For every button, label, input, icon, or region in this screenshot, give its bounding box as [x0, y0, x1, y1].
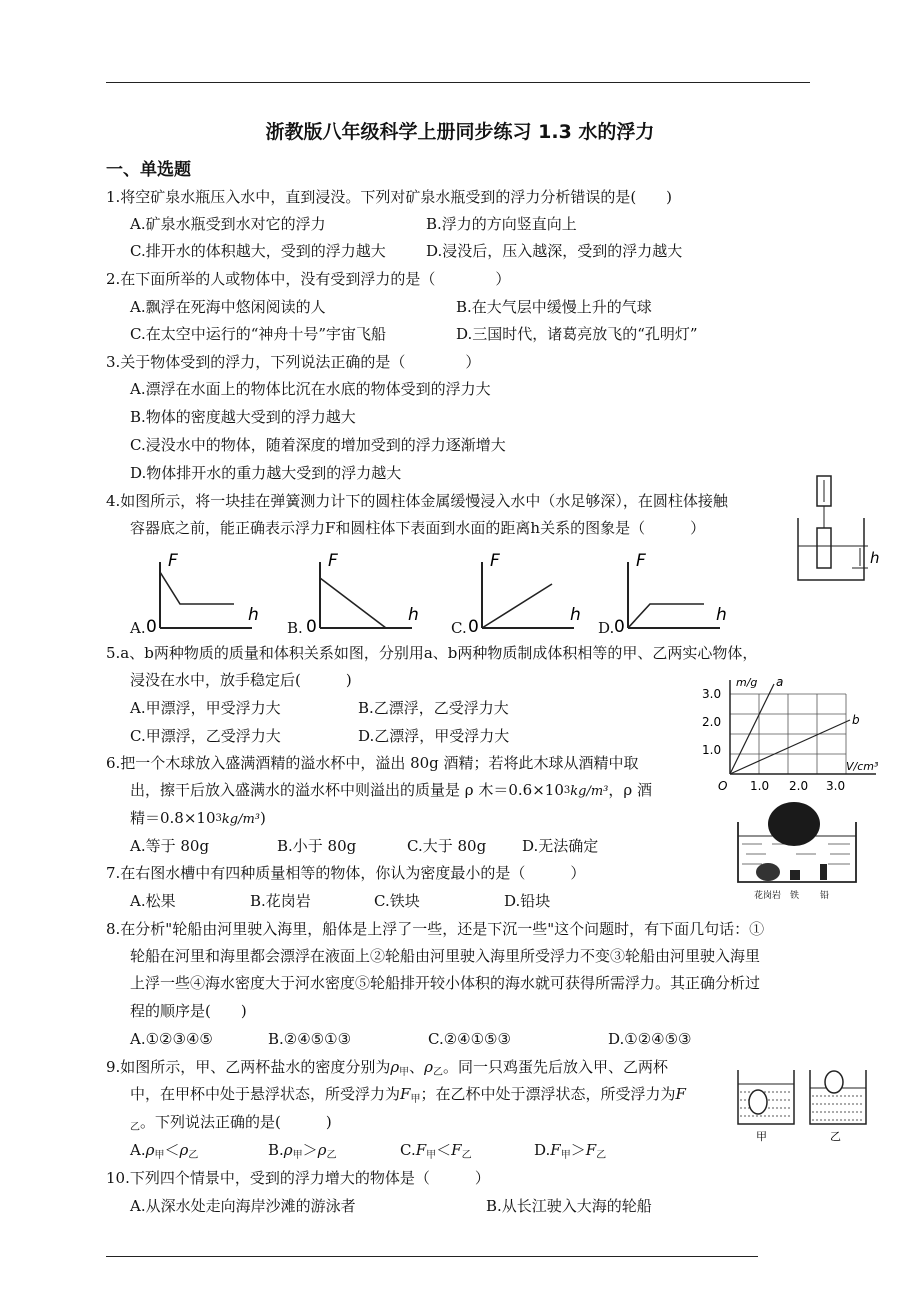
- q7-label-lead: 铅: [820, 891, 830, 901]
- q9-b-sub-2: 乙: [326, 1150, 337, 1161]
- q6-option-a: A.等于 80g: [130, 837, 210, 855]
- q8-option-d: D.①②④⑤③: [608, 1030, 692, 1048]
- q4-figure-spring-scale: [790, 476, 880, 586]
- q2-stem: 2.在下面所举的人或物体中，没有受到浮力的是（ ）: [106, 270, 511, 288]
- q7-stem: 7.在右图水槽中有四种质量相等的物体，你认为密度最小的是（ ）: [106, 864, 586, 882]
- q9-rho-1: ρ: [390, 1058, 400, 1076]
- q3-option-b: B.物体的密度越大受到的浮力越大: [130, 408, 356, 426]
- q6-line3: [130, 808, 266, 830]
- q8-option-c: C.②④①⑤③: [428, 1030, 511, 1048]
- q10-stem: 10.下列四个情景中，受到的浮力增大的物体是（ ）: [106, 1169, 490, 1187]
- q5-graph-ytick-3: 3.0: [702, 687, 722, 701]
- q4-line2: 容器底之前，能正确表示浮力F和圆柱体下表面到水面的距离h关系的图象是（ ）: [130, 519, 706, 537]
- q9-c-op: ＜: [436, 1141, 452, 1159]
- q9-option-b: [268, 1140, 336, 1166]
- q9-a-rho-1: ρ: [145, 1141, 155, 1159]
- q4-graph-d: [610, 551, 730, 637]
- q4-graph-a-o: 0: [146, 617, 157, 637]
- q9-f-1: F: [400, 1085, 411, 1103]
- q7-option-a: A.松果: [130, 892, 176, 910]
- q9-line1-end: 。同一只鸡蛋先后放入甲、乙两杯: [443, 1058, 669, 1076]
- q4-graph-b: [302, 551, 422, 637]
- q4-graph-c: [464, 551, 584, 637]
- q4-graph-d-h: h: [716, 605, 727, 625]
- q5-graph-origin: O: [718, 779, 728, 793]
- q9-rho-1-sub: 甲: [399, 1067, 410, 1078]
- q5-line1: 5.a、b两种物质的质量和体积关系如图，分别用a、b两种物质制成体积相等的甲、乙两实心物体，: [106, 644, 758, 662]
- q9-b-rho-1: ρ: [283, 1141, 293, 1159]
- q9-f-2: F: [675, 1085, 686, 1103]
- q5-graph-ytick-1: 1.0: [702, 743, 722, 757]
- q5-graph-xtick-1: 1.0: [750, 779, 770, 793]
- q9-c-f-2: F: [451, 1141, 462, 1159]
- q6-line3-end: ): [260, 809, 266, 827]
- q7-option-b: B.花岗岩: [250, 892, 311, 910]
- q5-graph-xtick-2: 2.0: [789, 779, 809, 793]
- q8-line2: 轮船在河里和海里都会漂浮在液面上②轮船由河里驶入海里所受浮力不变③轮船由河里驶入海里: [130, 947, 761, 965]
- q9-line2-mid: ；在乙杯中处于漂浮状态，所受浮力为: [420, 1085, 676, 1103]
- q9-rho-2: ρ: [424, 1058, 433, 1076]
- q9-b-sub-1: 甲: [292, 1150, 303, 1161]
- q4-option-d: D.: [598, 619, 615, 637]
- q5-option-d: D.乙漂浮，甲受浮力大: [358, 727, 510, 745]
- q9-c-f-1: F: [415, 1141, 427, 1159]
- q6-line2-end: ，ρ 酒: [608, 781, 652, 799]
- q4-figure-h-label: h: [870, 549, 880, 567]
- q5-graph-xlabel: V/cm³: [846, 760, 879, 773]
- q4-graph-c-f: F: [490, 551, 500, 571]
- q9-c-sub-1: 甲: [426, 1150, 437, 1161]
- q6-option-c: C.大于 80g: [407, 837, 487, 855]
- q5-option-c: C.甲漂浮，乙受浮力大: [130, 727, 281, 745]
- q9-f-1-sub: 甲: [410, 1094, 421, 1105]
- q4-graph-b-f: F: [328, 551, 338, 571]
- q7-label-iron: 铁: [790, 891, 800, 901]
- q8-option-a: A.①②③④⑤: [130, 1030, 213, 1048]
- q6-line3-text: 精＝0.8×10: [130, 809, 216, 827]
- q8-line3: 上浮一些④海水密度大于河水密度⑤轮船排开较小体积的海水就可获得所需浮力。其正确分析过: [130, 974, 761, 992]
- q9-a-sub-2: 乙: [188, 1150, 199, 1161]
- q9-option-c: [400, 1140, 472, 1166]
- q9-f-2-sub: 乙: [130, 1122, 140, 1133]
- q4-graph-c-o: 0: [468, 617, 479, 637]
- q4-graph-c-h: h: [570, 605, 581, 625]
- q6-line2: [130, 780, 652, 802]
- q9-option-a-prefix: A.: [130, 1141, 146, 1159]
- q1-stem: 1.将空矿泉水瓶压入水中，直到浸没。下列对矿泉水瓶受到的浮力分析错误的是( ): [106, 188, 673, 206]
- q9-a-sub-1: 甲: [154, 1150, 165, 1161]
- q5-graph-line-a: a: [776, 675, 784, 689]
- q9-d-f-2: F: [585, 1141, 597, 1159]
- q5-graph-line-b: b: [852, 713, 860, 727]
- q2-option-b: B.在大气层中缓慢上升的气球: [456, 298, 652, 316]
- q1-option-a: A.矿泉水瓶受到水对它的浮力: [130, 215, 326, 233]
- q9-cup-jia-label: 甲: [756, 1130, 767, 1143]
- q5-graph-ytick-2: 2.0: [702, 715, 722, 729]
- q6-line2-exponent: 3: [563, 785, 571, 796]
- q9-line1: [106, 1057, 668, 1083]
- q9-cup-yi-label: 乙: [830, 1130, 841, 1143]
- q9-line1-text: 9.如图所示，甲、乙两杯盐水的密度分别为: [106, 1058, 391, 1076]
- q5-mass-volume-graph: [700, 676, 890, 796]
- q9-d-op: ＞: [570, 1141, 586, 1159]
- q4-graph-a: [142, 551, 262, 637]
- q9-a-rho-2: ρ: [179, 1141, 189, 1159]
- q4-graph-b-h: h: [408, 605, 419, 625]
- q9-d-f-1: F: [550, 1141, 561, 1159]
- q1-option-b: B.浮力的方向竖直向上: [426, 215, 577, 233]
- q9-option-d: [534, 1140, 606, 1166]
- q8-line1: 8.在分析"轮船由河里驶入海里，船体是上浮了一些，还是下沉一些"这个问题时，有下面几句话：①: [106, 920, 765, 938]
- q6-option-d: D.无法确定: [522, 837, 599, 855]
- q1-option-d: D.浸没后，压入越深，受到的浮力越大: [426, 242, 683, 260]
- q4-graph-d-o: 0: [614, 617, 625, 637]
- q9-line1-sep: 、: [409, 1058, 425, 1076]
- q5-line2: 浸没在水中，放手稳定后( ): [130, 671, 352, 689]
- q4-graph-a-h: h: [248, 605, 259, 625]
- q6-line1: 6.把一个木球放入盛满酒精的溢水杯中，溢出 80g 酒精；若将此木球从酒精中取: [106, 754, 639, 772]
- q5-graph-ylabel: m/g: [736, 676, 758, 689]
- q6-line3-exponent: 3: [215, 813, 222, 824]
- q4-option-a: A.: [130, 619, 146, 637]
- q10-option-b: B.从长江驶入大海的轮船: [486, 1197, 652, 1215]
- q4-graph-a-f: F: [168, 551, 178, 571]
- q4-line1: 4.如图所示，将一块挂在弹簧测力计下的圆柱体金属缓慢浸入水中（水足够深），在圆柱体接触: [106, 492, 728, 510]
- q4-graph-d-f: F: [636, 551, 646, 571]
- q9-line2: [130, 1084, 686, 1110]
- q9-option-b-prefix: B.: [268, 1141, 284, 1159]
- q6-line2-text: 出，擦干后放入盛满水的溢水杯中则溢出的质量是 ρ 木＝0.6×10: [130, 781, 564, 799]
- q10-option-a: A.从深水处走向海岸沙滩的游泳者: [130, 1197, 356, 1215]
- q3-option-d: D.物体排开水的重力越大受到的浮力越大: [130, 464, 402, 482]
- q7-option-d: D.铅块: [504, 892, 551, 910]
- q7-label-granite: 花岗岩: [754, 891, 782, 901]
- q4-option-c: C.: [451, 619, 467, 637]
- q9-d-sub-1: 甲: [560, 1150, 571, 1161]
- q9-b-rho-2: ρ: [317, 1141, 327, 1159]
- q6-option-b: B.小于 80g: [277, 837, 357, 855]
- q9-line2-text: 中，在甲杯中处于悬浮状态，所受浮力为: [130, 1085, 401, 1103]
- q9-b-op: ＞: [302, 1141, 318, 1159]
- q9-option-a: [130, 1140, 198, 1166]
- q2-option-a: A.飘浮在死海中悠闲阅读的人: [130, 298, 326, 316]
- q3-option-c: C.浸没水中的物体，随着深度的增加受到的浮力逐渐增大: [130, 436, 506, 454]
- q9-d-sub-2: 乙: [596, 1150, 607, 1161]
- q9-line3-text: 。下列说法正确的是( ): [140, 1113, 332, 1131]
- q7-option-c: C.铁块: [374, 892, 420, 910]
- header-rule: [106, 82, 810, 83]
- q9-cups-figure: [730, 1064, 890, 1144]
- q6-line3-unit: kg/m³: [221, 812, 261, 827]
- footer-rule: [106, 1256, 758, 1257]
- q7-water-tank-figure: [732, 798, 862, 908]
- q2-option-d: D.三国时代，诸葛亮放飞的“孔明灯”: [456, 325, 698, 343]
- q9-option-d-prefix: D.: [534, 1141, 551, 1159]
- q8-line4: 程的顺序是( ): [130, 1002, 247, 1020]
- q8-option-b: B.②④⑤①③: [268, 1030, 352, 1048]
- section-heading: 一、单选题: [106, 160, 191, 180]
- q1-option-c: C.排开水的体积越大，受到的浮力越大: [130, 242, 386, 260]
- q5-option-b: B.乙漂浮，乙受浮力大: [358, 699, 509, 717]
- q2-option-c: C.在太空中运行的“神舟十号”宇宙飞船: [130, 325, 387, 343]
- q4-graph-b-o: 0: [306, 617, 317, 637]
- q9-a-op: ＜: [164, 1141, 180, 1159]
- q3-stem: 3.关于物体受到的浮力，下列说法正确的是（ ）: [106, 353, 481, 371]
- q9-c-sub-2: 乙: [461, 1150, 472, 1161]
- q9-option-c-prefix: C.: [400, 1141, 416, 1159]
- q9-line3: [130, 1112, 332, 1138]
- q4-option-b: B.: [287, 619, 303, 637]
- q3-option-a: A.漂浮在水面上的物体比沉在水底的物体受到的浮力大: [130, 380, 491, 398]
- q5-option-a: A.甲漂浮，甲受浮力大: [130, 699, 281, 717]
- page-title: 浙教版八年级科学上册同步练习 1.3 水的浮力: [265, 121, 655, 143]
- q6-line2-unit: kg/m³: [570, 784, 609, 799]
- q9-rho-2-sub: 乙: [433, 1067, 443, 1078]
- q5-graph-xtick-3: 3.0: [826, 779, 846, 793]
